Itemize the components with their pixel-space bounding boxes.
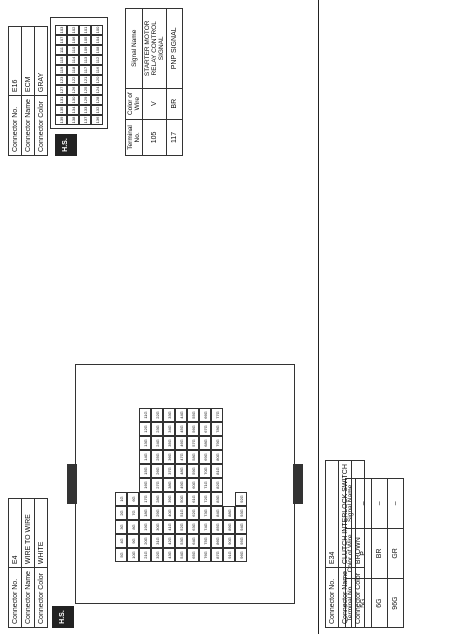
pin-cell: 33G xyxy=(163,408,175,422)
label-connector-no: Connector No. xyxy=(9,96,22,156)
pin-cell: 21G xyxy=(139,548,151,562)
pin-cell: 102 xyxy=(67,25,79,35)
hs-icon xyxy=(55,134,77,156)
pin-cell: 80G xyxy=(211,450,223,464)
pin-cell: 44G xyxy=(175,408,187,422)
hs-label: H.S. xyxy=(62,138,69,152)
wire-color-header: Color of Wire xyxy=(126,88,143,119)
pin-cell: 126 xyxy=(67,85,79,95)
terminal-no: 105 xyxy=(143,119,167,155)
pin-cell: 76G xyxy=(199,548,211,562)
pin-cell: 69G xyxy=(199,450,211,464)
pin-cell: 77G xyxy=(211,408,223,422)
pin-cell: 19G xyxy=(139,520,151,534)
pin-cell: 107 xyxy=(55,35,67,45)
pin-cell: 72G xyxy=(199,492,211,506)
pin-cell: 115 xyxy=(55,55,67,65)
connector-color-value: WHITE xyxy=(35,499,48,568)
pin-cell: 91G xyxy=(223,548,235,562)
pin-cell: 9G xyxy=(127,534,139,548)
connector-e16-panel xyxy=(8,26,48,156)
pin-cell: 112 xyxy=(91,55,103,65)
hs-icon xyxy=(52,606,74,628)
pin-cell: 5G xyxy=(115,548,127,562)
pin-cell: 113 xyxy=(79,55,91,65)
pin-cell: 131 xyxy=(55,95,67,105)
pin-cell: 94G xyxy=(235,520,247,534)
pin-cell: 121 xyxy=(79,75,91,85)
pin-cell: 84G xyxy=(211,506,223,520)
pin-cell: 139 xyxy=(55,115,67,125)
pin-cell: 42G xyxy=(163,534,175,548)
pin-cell: 52G xyxy=(175,520,187,534)
pin-cell: 138 xyxy=(67,115,79,125)
connector-info-table xyxy=(325,460,365,628)
connector-no-value: E16 xyxy=(9,27,22,96)
pin-cell: 83G xyxy=(211,492,223,506)
signal-name: – xyxy=(388,479,404,529)
pin-cell: 1G xyxy=(115,492,127,506)
pin-cell: 93G xyxy=(235,506,247,520)
pin-cell: 110 xyxy=(67,45,79,55)
pin-cell: 20G xyxy=(139,534,151,548)
pin-cell: 59G xyxy=(187,464,199,478)
pin-cell: 60G xyxy=(187,478,199,492)
pin-cell: 65G xyxy=(187,548,199,562)
connector-e16-terminal-panel xyxy=(125,8,183,156)
pin-cell: 122 xyxy=(67,75,79,85)
pin-cell: 4G xyxy=(115,534,127,548)
pin-cell: 129 xyxy=(79,95,91,105)
pin-cell: 2G xyxy=(115,506,127,520)
pin-cell: 96G xyxy=(235,548,247,562)
pin-cell: 105 xyxy=(79,35,91,45)
pin-cell: 28G xyxy=(151,492,163,506)
pin-cell: 17G xyxy=(139,492,151,506)
section-divider xyxy=(318,0,319,634)
label-connector-name: Connector Name xyxy=(22,568,35,628)
pin-cell: 7G xyxy=(127,506,139,520)
connector-e4-panel xyxy=(8,498,66,628)
pin-cell: 124 xyxy=(91,85,103,95)
pin-cell: 95G xyxy=(235,534,247,548)
pin-cell: 34G xyxy=(163,422,175,436)
wire-color: BR xyxy=(167,88,183,119)
pin-cell: 43G xyxy=(163,548,175,562)
table-row xyxy=(372,479,388,628)
pin-cell: 88G xyxy=(223,506,235,520)
signal-name: PNP SIGNAL xyxy=(167,9,183,89)
pin-cell: 50G xyxy=(175,492,187,506)
pin-cell: 82G xyxy=(211,478,223,492)
connector-info-table xyxy=(8,26,48,156)
pin-cell: 128 xyxy=(91,95,103,105)
pin-cell: 90G xyxy=(223,534,235,548)
label-connector-color: Connector Color xyxy=(35,568,48,628)
connector-name-value: WIRE TO WIRE xyxy=(22,499,35,568)
pin-cell: 123 xyxy=(55,75,67,85)
pin-cell: 125 xyxy=(79,85,91,95)
connector-info-table xyxy=(8,498,48,628)
pin-cell: 137 xyxy=(79,115,91,125)
pin-cell: 100 xyxy=(91,25,103,35)
signal-name: – xyxy=(372,479,388,529)
pin-cell: 3G xyxy=(115,520,127,534)
pin-cell: 86G xyxy=(211,534,223,548)
connector-no-value: E34 xyxy=(326,461,339,568)
pin-cell: 106 xyxy=(67,35,79,45)
pin-cell: 47G xyxy=(175,450,187,464)
pin-cell: 49G xyxy=(175,478,187,492)
pin-cell: 75G xyxy=(199,534,211,548)
pin-cell: 66G xyxy=(199,408,211,422)
pin-cell: 61G xyxy=(187,492,199,506)
pin-cell: 8G xyxy=(127,520,139,534)
pin-cell: 12G xyxy=(139,422,151,436)
pin-cell: 25G xyxy=(151,450,163,464)
pin-cell: 54G xyxy=(175,548,187,562)
pin-cell: 89G xyxy=(223,520,235,534)
pin-cell: 29G xyxy=(151,506,163,520)
label-connector-no: Connector No. xyxy=(9,568,22,628)
pin-cell: 111 xyxy=(55,45,67,55)
terminal-no-header: Terminal No. xyxy=(346,579,356,628)
pin-cell: 104 xyxy=(91,35,103,45)
pin-cell: 108 xyxy=(91,45,103,55)
pin-cell: 119 xyxy=(55,65,67,75)
pin-cell: 39G xyxy=(163,492,175,506)
pin-cell: 130 xyxy=(67,95,79,105)
pin-cell: 114 xyxy=(67,55,79,65)
pin-cell: 135 xyxy=(55,105,67,115)
pin-cell: 10G xyxy=(127,548,139,562)
pin-cell: 18G xyxy=(139,506,151,520)
pin-cell: 62G xyxy=(187,506,199,520)
pin-cell: 70G xyxy=(199,464,211,478)
pin-cell: 73G xyxy=(199,506,211,520)
wire-color: V xyxy=(143,88,167,119)
pin-cell: 53G xyxy=(175,534,187,548)
label-connector-no: Connector No. xyxy=(326,568,339,628)
pin-cell: 101 xyxy=(79,25,91,35)
signal-name: STARTER MOTOR RELAY CONTROL SIGNAL xyxy=(143,9,167,89)
pin-cell: 36G xyxy=(163,450,175,464)
terminal-no: 6G xyxy=(372,579,388,628)
pin-cell: 30G xyxy=(151,520,163,534)
pin-cell: 31G xyxy=(151,534,163,548)
pin-cell: 127 xyxy=(55,85,67,95)
hs-label: H.S. xyxy=(59,610,66,624)
wire-color: P xyxy=(356,528,372,578)
connector-no-value: E4 xyxy=(9,499,22,568)
pin-cell: 13G xyxy=(139,436,151,450)
pin-cell: 74G xyxy=(199,520,211,534)
e4-connector-diagram xyxy=(75,364,295,604)
signal-name-header: Signal Name xyxy=(346,479,356,529)
pin-cell: 103 xyxy=(55,25,67,35)
pin-cell: 117 xyxy=(79,65,91,75)
pin-cell: 16G xyxy=(139,478,151,492)
pin-cell: 71G xyxy=(199,478,211,492)
signal-name: – xyxy=(356,479,372,529)
pin-cell: 38G xyxy=(163,478,175,492)
pin-cell: 26G xyxy=(151,464,163,478)
pin-cell: 136 xyxy=(91,115,103,125)
terminal-no: 96G xyxy=(388,579,404,628)
table-row xyxy=(167,9,183,156)
terminal-table xyxy=(125,8,183,156)
pin-cell: 120 xyxy=(91,75,103,85)
pin-cell: 35G xyxy=(163,436,175,450)
pin-cell: 27G xyxy=(151,478,163,492)
pin-cell: 63G xyxy=(187,520,199,534)
wire-color-header: Color of Wire xyxy=(346,528,356,578)
pin-cell: 48G xyxy=(175,464,187,478)
connector-color-value: GRAY xyxy=(35,27,48,96)
pin-cell: 87G xyxy=(211,548,223,562)
signal-name-header: Signal Name xyxy=(126,9,143,89)
pin-cell: 51G xyxy=(175,506,187,520)
pin-cell: 79G xyxy=(211,436,223,450)
pin-cell: 78G xyxy=(211,422,223,436)
pin-cell: 55G xyxy=(187,408,199,422)
table-row xyxy=(388,479,404,628)
connector-name-value: ECM xyxy=(22,27,35,96)
pin-cell: 24G xyxy=(151,436,163,450)
pin-cell: 58G xyxy=(187,450,199,464)
pin-cell: 92G xyxy=(235,492,247,506)
pin-cell: 67G xyxy=(199,422,211,436)
label-connector-color: Connector Color xyxy=(352,568,365,628)
pin-cell: 68G xyxy=(199,436,211,450)
label-connector-color: Connector Color xyxy=(35,96,48,156)
pin-cell: 133 xyxy=(79,105,91,115)
pin-cell: 41G xyxy=(163,520,175,534)
e16-connector-diagram xyxy=(50,17,108,129)
pin-cell: 109 xyxy=(79,45,91,55)
pin-cell: 46G xyxy=(175,436,187,450)
label-connector-name: Connector Name xyxy=(22,96,35,156)
connector-color-value: BROWN xyxy=(352,461,365,568)
pin-cell: 118 xyxy=(67,65,79,75)
label-connector-name: Connector Name xyxy=(339,568,352,628)
pin-cell: 64G xyxy=(187,534,199,548)
pin-cell: 22G xyxy=(151,408,163,422)
pin-cell: 132 xyxy=(91,105,103,115)
pin-cell: 14G xyxy=(139,450,151,464)
pin-cell: 32G xyxy=(151,548,163,562)
pin-cell: 15G xyxy=(139,464,151,478)
pin-cell: 85G xyxy=(211,520,223,534)
pin-cell: 56G xyxy=(187,422,199,436)
terminal-no-header: Terminal No. xyxy=(126,119,143,155)
table-row xyxy=(143,9,167,156)
pin-cell: 23G xyxy=(151,422,163,436)
pin-cell: 37G xyxy=(163,464,175,478)
connector-e34-info xyxy=(325,460,365,628)
pin-cell: 11G xyxy=(139,408,151,422)
terminal-no: 117 xyxy=(167,119,183,155)
pin-cell: 6G xyxy=(127,492,139,506)
pin-cell: 45G xyxy=(175,422,187,436)
pin-cell: 81G xyxy=(211,464,223,478)
wire-color: GR xyxy=(388,528,404,578)
pin-cell: 134 xyxy=(67,105,79,115)
pin-cell: 57G xyxy=(187,436,199,450)
pin-cell: 116 xyxy=(91,65,103,75)
wire-color: BR xyxy=(372,528,388,578)
connector-name-value: CLUTCH INTERLOCK SWITCH xyxy=(339,461,352,568)
pin-cell: 40G xyxy=(163,506,175,520)
terminal-no: 5G xyxy=(356,579,372,628)
